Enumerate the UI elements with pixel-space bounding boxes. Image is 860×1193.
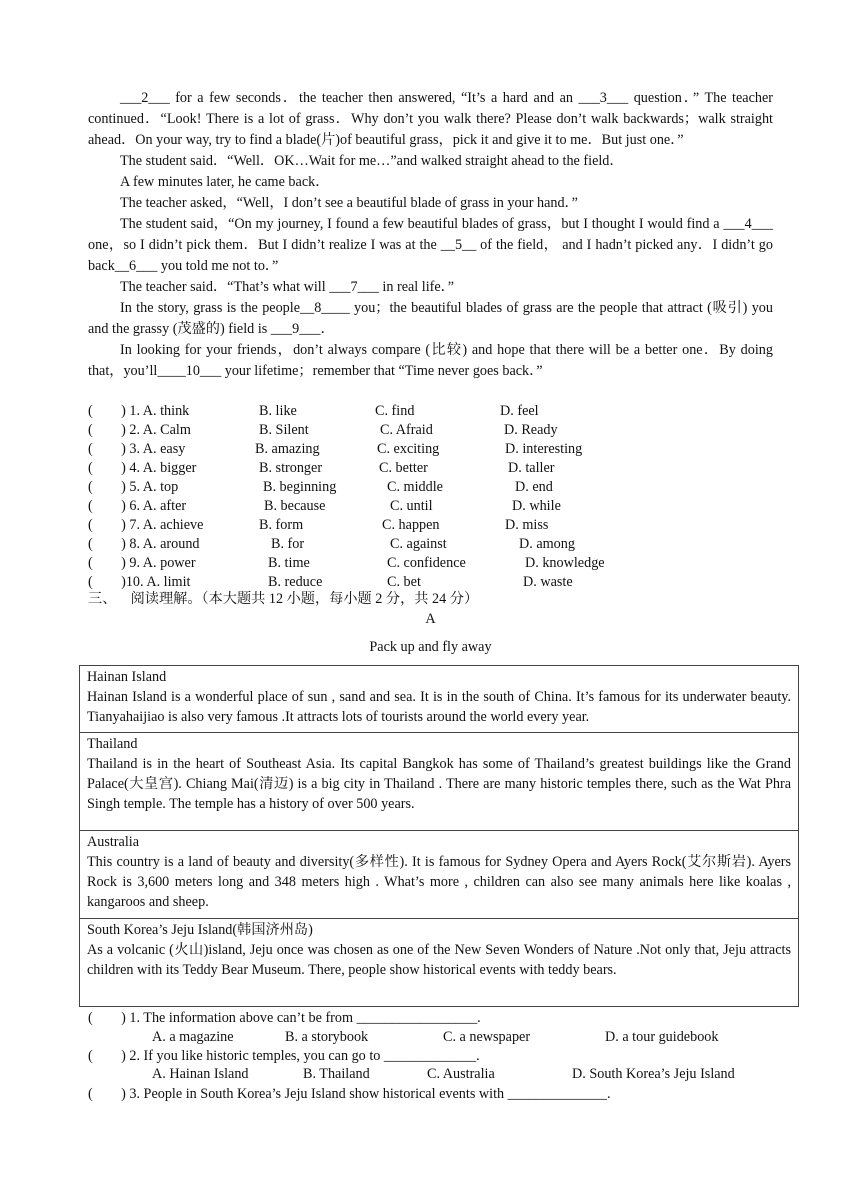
table-row [80,919,798,1006]
option-c: C. against [390,536,447,552]
option-d: D. end [515,479,553,495]
cloze-options [88,402,788,592]
passage-paragraph: The student said，“On my journey, I found a few beautiful blades of grass，but I thought I would find a ___4___ one，so I didn’t pick them．But I didn’t realize I was at the __5__ of the field， and I hadn’t picked any．I didn’t go back__6___ you told me not to．” [88,216,773,274]
option-a: ( ) 6. A. after [88,498,187,514]
place-description: This country is a land of beauty and diversity(多样性). It is famous for Sydney Opera and Ayers Rock(艾尔斯岩). Ayers Rock is 3,600 meters long and 348 meters high . What’s more , children can also see many animals here like koalas , kangaroos and sheep. [87,854,791,910]
option-a: ( ) 4. A. bigger [88,460,197,476]
place-description: Hainan Island is a wonderful place of sun , sand and sea. It is in the south of China. It’s famous for its underwater beauty. Tianyahaijiao is also very famous .It attracts lots of tourists around the world every year. [87,689,791,725]
option-a: ( ) 3. A. easy [88,441,186,457]
section-heading: 三、 阅读理解。（本大题共 12 小题，每小题 2 分，共 24 分） [88,591,479,607]
option-d: D. Ready [504,422,558,438]
option-b: B. beginning [263,479,337,495]
option-d: D. knowledge [525,555,605,571]
option-d: D. miss [505,517,549,533]
passage-paragraph: ___2___ for a few seconds．the teacher then answered, “It’s a hard and an ___3___ question．” The teacher continued．“Look! There is a lot of grass．Why don’t you walk there? Please don’t walk backwards；walk straight ahead．On your way, try to find a blade(片)of beautiful grass，pick it and give it to me．But just one．” [88,90,773,148]
destinations-table [79,665,799,1007]
option-d: D. among [519,536,575,552]
option-c: C. until [390,498,433,514]
place-name: Australia [87,834,140,850]
passage-paragraph: The teacher asked，“Well，I don’t see a beautiful blade of grass in your hand．” [120,195,578,211]
answer-option: C. a newspaper [443,1029,531,1045]
option-a: ( ) 8. A. around [88,536,200,552]
option-b: B. like [259,403,297,419]
answer-option: D. South Korea’s Jeju Island [572,1066,735,1082]
option-d: D. feel [500,403,539,419]
passage-paragraph: The teacher said．“That’s what will ___7___ in real life．” [120,279,455,295]
option-a: ( ) 2. A. Calm [88,422,191,438]
option-c: C. happen [382,517,440,533]
place-name: Thailand [87,736,138,752]
option-b: B. amazing [255,441,320,457]
table-row [80,666,798,733]
option-c: C. better [379,460,428,476]
option-c: C. exciting [377,441,440,457]
option-b: B. because [264,498,326,514]
answer-option: C. Australia [427,1066,495,1082]
option-c: C. middle [387,479,443,495]
option-c: C. Afraid [380,422,433,438]
answer-option: D. a tour guidebook [605,1029,719,1045]
passage-paragraph: In looking for your friends，don’t always compare (比较) and hope that there will be a better one．By doing that，you’ll____10___ your lifetime；remember that “Time never goes back．” [88,342,773,379]
passage-paragraph: In the story, grass is the people__8____ you；the beautiful blades of grass are the people that attract (吸引) you and the grassy (茂盛的) field is ___9___． [88,300,773,337]
option-b: B. reduce [268,574,323,590]
option-a: ( )10. A. limit [88,574,191,590]
option-b: B. for [271,536,305,552]
option-b: B. stronger [259,460,323,476]
reading-question: ( ) 2. If you like historic temples, you can go to _____________. [88,1048,480,1064]
reading-title: Pack up and fly away [369,639,492,655]
part-letter: A [425,611,436,627]
option-b: B. Silent [259,422,309,438]
option-d: D. taller [508,460,555,476]
option-b: B. form [259,517,304,533]
passage-paragraph: A few minutes later, he came back． [120,174,330,190]
option-d: D. while [512,498,561,514]
answer-option: A. Hainan Island [152,1066,249,1082]
answer-option: A. a magazine [152,1029,234,1045]
option-d: D. interesting [505,441,583,457]
option-d: D. waste [523,574,573,590]
table-row [80,831,798,919]
option-c: C. confidence [387,555,466,571]
passage-paragraph: The student said．“Well．OK…Wait for me…”and walked straight ahead to the field． [120,153,624,169]
answer-option: B. Thailand [303,1066,370,1082]
reading-question: ( ) 3. People in South Korea’s Jeju Island show historical events with ______________. [88,1086,611,1102]
table-row [80,733,798,831]
option-a: ( ) 7. A. achieve [88,517,204,533]
option-a: ( ) 9. A. power [88,555,196,571]
option-a: ( ) 5. A. top [88,479,179,495]
place-name: South Korea’s Jeju Island(韩国济州岛) [87,922,313,938]
reading-question: ( ) 1. The information above can’t be from _________________. [88,1010,481,1026]
option-a: ( ) 1. A. think [88,403,190,419]
passage [88,88,773,382]
answer-option: B. a storybook [285,1029,369,1045]
option-c: C. find [375,403,415,419]
place-description: Thailand is in the heart of Southeast Asia. Its capital Bangkok has some of Thailand’s greatest buildings like the Grand Palace(大皇宫). Chiang Mai(清迈) is a big city in Thailand . There are many historic temples there, such as the Wat Phra Singh temple. The temple has a history of over 500 years. [87,756,791,812]
option-b: B. time [268,555,310,571]
place-description: As a volcanic (火山)island, Jeju once was chosen as one of the New Seven Wonders of Nature .Not only that, Jeju attracts children with its Teddy Bear Museum. There, people show historical events with teddy bears. [87,942,791,978]
place-name: Hainan Island [87,669,167,685]
option-c: C. bet [387,574,421,590]
